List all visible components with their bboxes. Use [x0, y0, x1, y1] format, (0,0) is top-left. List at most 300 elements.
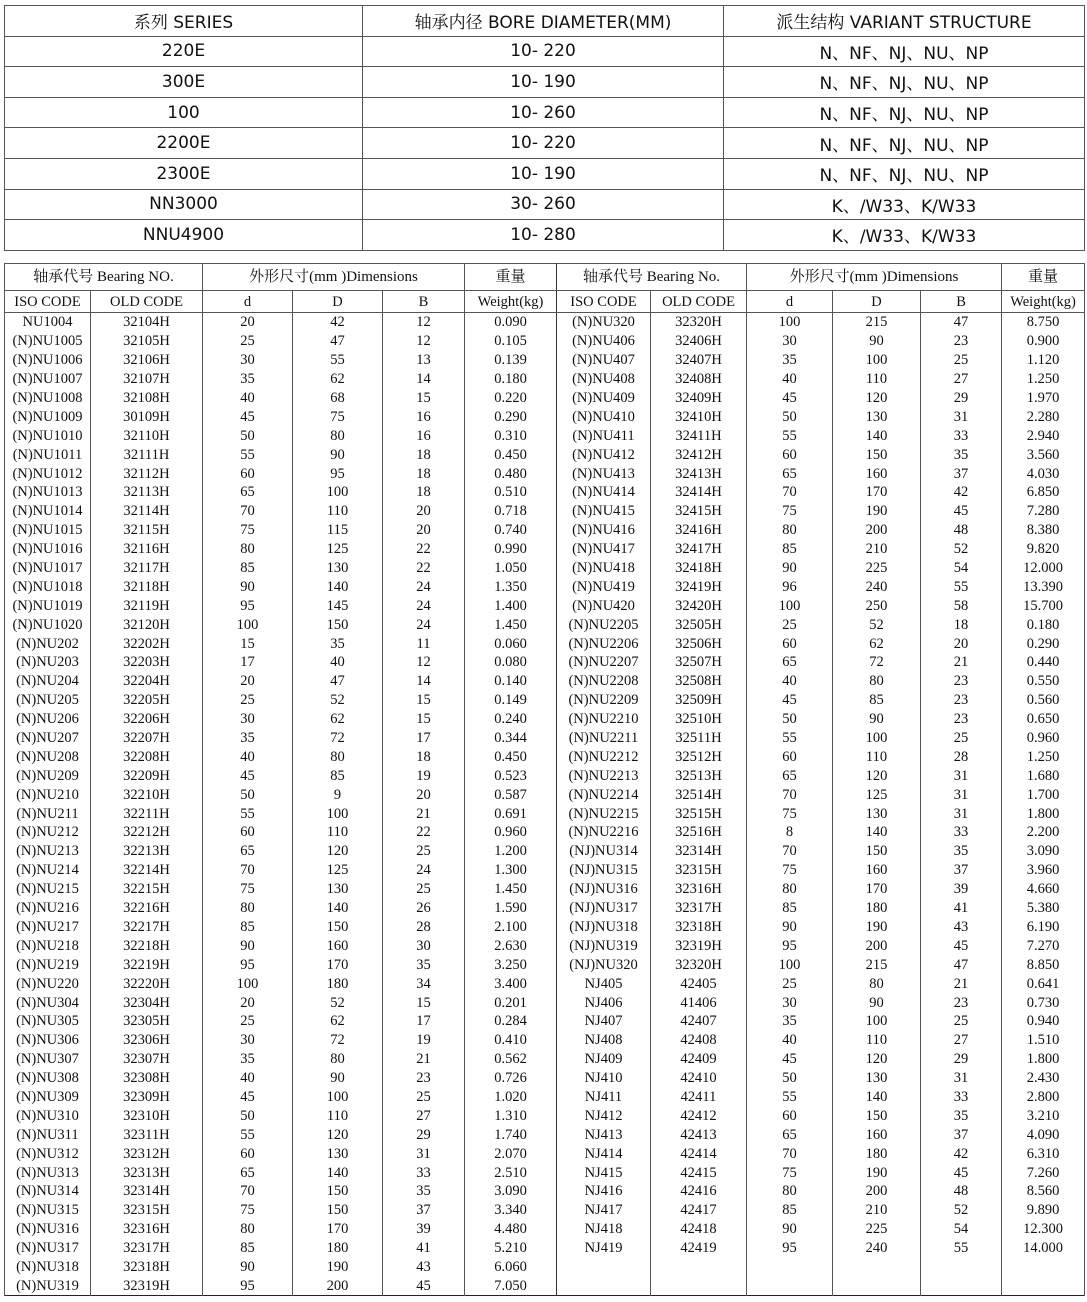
right-b-cell: 41: [921, 899, 1002, 918]
right-old-code-cell: 32417H: [651, 540, 747, 559]
right-b-cell: 21: [921, 653, 1002, 672]
right-iso-code-cell: NJ418: [557, 1220, 651, 1239]
left-d-cell: 45: [203, 1088, 293, 1107]
right-old-code-cell: 32409H: [651, 389, 747, 408]
right-iso-code-cell: NJ417: [557, 1201, 651, 1220]
right-b-cell: 35: [921, 445, 1002, 464]
right-iso-code-cell: NJ414: [557, 1144, 651, 1163]
left-iso-code-cell: (N)NU1019: [5, 596, 91, 615]
right-d-cell: [747, 1276, 833, 1295]
left-old-code-cell: 32206H: [91, 710, 203, 729]
left-weight-cell: 1.350: [465, 577, 557, 596]
left-outer-d-cell: 90: [293, 445, 383, 464]
spec-row: [5, 1012, 1085, 1031]
left-weight-cell: 0.201: [465, 993, 557, 1012]
left-weight-cell: 0.149: [465, 691, 557, 710]
left-iso-code-cell: (N)NU210: [5, 785, 91, 804]
right-d-cell: 50: [747, 1069, 833, 1088]
series-row: [5, 67, 1085, 98]
right-outer-d-cell: 190: [833, 502, 921, 521]
variant-structure-header: 派生结构 VARIANT STRUCTURE: [724, 6, 1085, 37]
series-row: [5, 158, 1085, 189]
left-outer-d-cell: 72: [293, 1031, 383, 1050]
right-iso-code-cell: (NJ)NU317: [557, 899, 651, 918]
spec-row: [5, 842, 1085, 861]
right-weight-cell: 9.820: [1002, 540, 1085, 559]
right-weight-cell: 0.730: [1002, 993, 1085, 1012]
right-weight-cell: 8.560: [1002, 1182, 1085, 1201]
left-old-code-header: OLD CODE: [91, 291, 203, 313]
right-iso-code-cell: (N)NU2211: [557, 729, 651, 748]
left-d-cell: 80: [203, 1220, 293, 1239]
left-old-code-cell: 32307H: [91, 1050, 203, 1069]
right-weight-cell: [1002, 1258, 1085, 1277]
right-old-code-cell: 32406H: [651, 332, 747, 351]
left-weight-cell: 0.450: [465, 747, 557, 766]
left-b-cell: 15: [383, 389, 465, 408]
right-old-code-cell: 32509H: [651, 691, 747, 710]
right-weight-cell: 1.250: [1002, 747, 1085, 766]
right-b-cell: 20: [921, 634, 1002, 653]
left-outer-d-cell: 150: [293, 1182, 383, 1201]
left-weight-cell: 0.990: [465, 540, 557, 559]
right-d-cell: 60: [747, 634, 833, 653]
left-d-cell: 50: [203, 785, 293, 804]
left-iso-code-cell: (N)NU205: [5, 691, 91, 710]
right-iso-code-cell: (N)NU415: [557, 502, 651, 521]
left-outer-d-cell: 100: [293, 483, 383, 502]
left-old-code-cell: 32118H: [91, 577, 203, 596]
left-d-cell: 65: [203, 842, 293, 861]
right-outer-d-cell: 170: [833, 483, 921, 502]
left-outer-d-cell: 140: [293, 899, 383, 918]
right-d-cell: 25: [747, 974, 833, 993]
left-old-code-cell: 32310H: [91, 1106, 203, 1125]
spec-row: [5, 974, 1085, 993]
right-outer-d-cell: 110: [833, 1031, 921, 1050]
left-old-code-cell: 32210H: [91, 785, 203, 804]
right-iso-code-cell: (N)NU414: [557, 483, 651, 502]
right-d-cell: 45: [747, 1050, 833, 1069]
right-weight-cell: 13.390: [1002, 577, 1085, 596]
right-outer-d-cell: 100: [833, 351, 921, 370]
series-cell: 100: [5, 97, 363, 128]
right-d-cell: 65: [747, 766, 833, 785]
right-outer-d-cell: [833, 1258, 921, 1277]
spec-row: [5, 729, 1085, 748]
left-iso-code-cell: (N)NU1005: [5, 332, 91, 351]
right-weight-cell: 4.030: [1002, 464, 1085, 483]
spec-row: [5, 1182, 1085, 1201]
right-outer-d-cell: 130: [833, 804, 921, 823]
right-outer-d-cell: 190: [833, 1163, 921, 1182]
right-old-code-cell: 32505H: [651, 615, 747, 634]
right-d-cell: 35: [747, 351, 833, 370]
left-weight-cell: 1.050: [465, 559, 557, 578]
right-old-code-cell: 42415: [651, 1163, 747, 1182]
right-b-cell: 25: [921, 1012, 1002, 1031]
left-outer-d-cell: 55: [293, 351, 383, 370]
right-d-cell: 100: [747, 313, 833, 332]
right-b-cell: 37: [921, 861, 1002, 880]
right-outer-d-cell: 120: [833, 1050, 921, 1069]
right-outer-d-cell: 72: [833, 653, 921, 672]
left-old-code-cell: 32318H: [91, 1258, 203, 1277]
left-d-cell: 50: [203, 426, 293, 445]
right-b-cell: 25: [921, 729, 1002, 748]
right-iso-code-cell: (N)NU409: [557, 389, 651, 408]
left-weight-cell: 3.340: [465, 1201, 557, 1220]
spec-row: [5, 407, 1085, 426]
left-old-code-cell: 32304H: [91, 993, 203, 1012]
left-b-cell: 18: [383, 483, 465, 502]
left-weight-cell: 2.510: [465, 1163, 557, 1182]
right-weight-cell: 1.800: [1002, 1050, 1085, 1069]
left-outer-d-cell: 68: [293, 389, 383, 408]
right-d-cell: 90: [747, 1220, 833, 1239]
right-weight-cell: 3.210: [1002, 1106, 1085, 1125]
left-old-code-cell: 32311H: [91, 1125, 203, 1144]
spec-row: [5, 634, 1085, 653]
left-d-cell: 70: [203, 861, 293, 880]
right-d-cell: 80: [747, 521, 833, 540]
right-outer-d-cell: 62: [833, 634, 921, 653]
right-d-cell: 85: [747, 899, 833, 918]
left-outer-d-cell: 140: [293, 577, 383, 596]
right-b-cell: 35: [921, 1106, 1002, 1125]
left-weight-cell: 0.284: [465, 1012, 557, 1031]
right-d-cell: 65: [747, 1125, 833, 1144]
left-d-cell: 25: [203, 332, 293, 351]
left-b-cell: 17: [383, 729, 465, 748]
right-old-code-cell: 32512H: [651, 747, 747, 766]
right-iso-code-cell: (N)NU418: [557, 559, 651, 578]
left-weight-cell: 2.070: [465, 1144, 557, 1163]
left-weight-cell: 3.250: [465, 955, 557, 974]
spec-row: [5, 502, 1085, 521]
left-d-cell: 20: [203, 672, 293, 691]
left-old-code-cell: 32207H: [91, 729, 203, 748]
left-iso-code-cell: (N)NU316: [5, 1220, 91, 1239]
right-b-cell: 37: [921, 464, 1002, 483]
left-d-cell: 55: [203, 1125, 293, 1144]
right-weight-cell: [1002, 1276, 1085, 1295]
right-d-cell: 85: [747, 1201, 833, 1220]
right-outer-d-cell: 100: [833, 1012, 921, 1031]
left-outer-d-cell: 42: [293, 313, 383, 332]
spec-row: [5, 577, 1085, 596]
left-outer-d-cell: 62: [293, 710, 383, 729]
left-b-cell: 18: [383, 464, 465, 483]
left-d-cell: 30: [203, 710, 293, 729]
right-d-cell: 55: [747, 729, 833, 748]
right-outer-d-cell: 190: [833, 918, 921, 937]
right-b-cell: 31: [921, 1069, 1002, 1088]
right-old-code-cell: [651, 1276, 747, 1295]
spec-row: [5, 691, 1085, 710]
spec-row: [5, 351, 1085, 370]
right-outer-d-cell: 80: [833, 974, 921, 993]
right-weight-cell: 7.260: [1002, 1163, 1085, 1182]
left-b-cell: 20: [383, 502, 465, 521]
right-d-cell: 75: [747, 1163, 833, 1182]
left-iso-code-cell: (N)NU219: [5, 955, 91, 974]
left-b-cell: 37: [383, 1201, 465, 1220]
left-outer-d-cell: 95: [293, 464, 383, 483]
left-outer-d-cell: 110: [293, 502, 383, 521]
left-old-code-cell: 30109H: [91, 407, 203, 426]
right-old-code-cell: [651, 1258, 747, 1277]
right-d-cell: 55: [747, 1088, 833, 1107]
right-weight-cell: 8.380: [1002, 521, 1085, 540]
spec-row: [5, 918, 1085, 937]
left-outer-d-cell: 110: [293, 1106, 383, 1125]
left-outer-d-cell: 170: [293, 955, 383, 974]
right-weight-cell: 2.280: [1002, 407, 1085, 426]
left-iso-code-cell: (N)NU213: [5, 842, 91, 861]
spec-row: [5, 521, 1085, 540]
right-old-code-cell: 32415H: [651, 502, 747, 521]
left-d-header: d: [203, 291, 293, 313]
left-old-code-cell: 32215H: [91, 880, 203, 899]
left-iso-code-cell: (N)NU1011: [5, 445, 91, 464]
left-weight-cell: 1.300: [465, 861, 557, 880]
right-outer-d-cell: 80: [833, 672, 921, 691]
spec-row: [5, 615, 1085, 634]
right-weight-cell: 1.970: [1002, 389, 1085, 408]
right-iso-code-cell: (N)NU413: [557, 464, 651, 483]
left-iso-code-cell: (N)NU1014: [5, 502, 91, 521]
right-outer-d-cell: 150: [833, 842, 921, 861]
right-iso-code-cell: (N)NU2215: [557, 804, 651, 823]
right-b-cell: 29: [921, 1050, 1002, 1069]
right-old-code-cell: 32317H: [651, 899, 747, 918]
left-iso-code-cell: (N)NU312: [5, 1144, 91, 1163]
right-old-code-cell: 42419: [651, 1239, 747, 1258]
right-b-cell: 27: [921, 370, 1002, 389]
right-old-code-cell: 32410H: [651, 407, 747, 426]
right-old-code-cell: 42412: [651, 1106, 747, 1125]
left-iso-code-cell: (N)NU1009: [5, 407, 91, 426]
left-outer-d-cell: 150: [293, 615, 383, 634]
right-weight-cell: 1.680: [1002, 766, 1085, 785]
left-b-cell: 21: [383, 1050, 465, 1069]
spec-row: [5, 1163, 1085, 1182]
bore-diameter-cell: 10- 260: [363, 97, 724, 128]
right-iso-code-cell: (N)NU419: [557, 577, 651, 596]
left-d-cell: 75: [203, 521, 293, 540]
left-old-code-cell: 32203H: [91, 653, 203, 672]
spec-row: [5, 1031, 1085, 1050]
left-iso-code-cell: (N)NU212: [5, 823, 91, 842]
left-outer-d-cell: 150: [293, 918, 383, 937]
right-old-code-cell: 32411H: [651, 426, 747, 445]
left-iso-code-cell: (N)NU1012: [5, 464, 91, 483]
spec-row: [5, 747, 1085, 766]
left-weight-cell: 0.220: [465, 389, 557, 408]
spec-row: [5, 426, 1085, 445]
right-old-code-cell: 32419H: [651, 577, 747, 596]
right-d-cell: 90: [747, 559, 833, 578]
left-old-code-cell: 32319H: [91, 1276, 203, 1295]
bearing-spec-table: [4, 263, 1085, 1296]
left-old-code-cell: 32120H: [91, 615, 203, 634]
right-old-code-cell: 32413H: [651, 464, 747, 483]
right-d-cell: 45: [747, 691, 833, 710]
right-b-cell: 31: [921, 785, 1002, 804]
left-iso-code-header: ISO CODE: [5, 291, 91, 313]
left-iso-code-cell: (N)NU1007: [5, 370, 91, 389]
left-old-code-cell: 32218H: [91, 936, 203, 955]
left-weight-cell: 3.090: [465, 1182, 557, 1201]
left-b-cell: 19: [383, 1031, 465, 1050]
left-outer-d-cell: 140: [293, 1163, 383, 1182]
left-outer-d-cell: 110: [293, 823, 383, 842]
right-b-cell: 52: [921, 540, 1002, 559]
left-d-cell: 60: [203, 823, 293, 842]
bore-diameter-cell: 10- 220: [363, 36, 724, 67]
right-weight-cell: 0.960: [1002, 729, 1085, 748]
left-outer-d-cell: 180: [293, 1239, 383, 1258]
left-old-code-cell: 32205H: [91, 691, 203, 710]
left-outer-d-cell: 80: [293, 747, 383, 766]
right-b-header: B: [921, 291, 1002, 313]
right-outer-d-cell: 240: [833, 1239, 921, 1258]
right-d-cell: 70: [747, 842, 833, 861]
left-old-code-cell: 32220H: [91, 974, 203, 993]
left-iso-code-cell: (N)NU1020: [5, 615, 91, 634]
left-d-cell: 100: [203, 974, 293, 993]
right-old-code-cell: 32420H: [651, 596, 747, 615]
left-outer-d-cell: 190: [293, 1258, 383, 1277]
left-weight-cell: 0.310: [465, 426, 557, 445]
left-weight-cell: 0.718: [465, 502, 557, 521]
left-b-cell: 17: [383, 1012, 465, 1031]
bore-diameter-cell: 30- 260: [363, 189, 724, 220]
right-iso-code-cell: (N)NU411: [557, 426, 651, 445]
series-cell: 2300E: [5, 158, 363, 189]
right-outer-d-cell: 210: [833, 1201, 921, 1220]
right-iso-code-cell: (N)NU320: [557, 313, 651, 332]
left-outer-d-cell: 47: [293, 672, 383, 691]
left-weight-cell: 0.139: [465, 351, 557, 370]
right-b-cell: 33: [921, 823, 1002, 842]
left-old-code-cell: 32105H: [91, 332, 203, 351]
left-outer-d-cell: 35: [293, 634, 383, 653]
left-outer-d-cell: 80: [293, 426, 383, 445]
right-old-code-cell: 32320H: [651, 955, 747, 974]
left-iso-code-cell: (N)NU1017: [5, 559, 91, 578]
right-d-cell: 80: [747, 1182, 833, 1201]
left-weight-cell: 0.562: [465, 1050, 557, 1069]
left-iso-code-cell: (N)NU317: [5, 1239, 91, 1258]
left-dimensions-header: 外形尺寸(mm )Dimensions: [203, 264, 465, 291]
left-old-code-cell: 32117H: [91, 559, 203, 578]
variant-structure-cell: N、NF、NJ、NU、NP: [724, 36, 1085, 67]
right-iso-code-cell: (NJ)NU316: [557, 880, 651, 899]
series-row: [5, 36, 1085, 67]
left-outer-d-cell: 85: [293, 766, 383, 785]
right-old-code-cell: 32514H: [651, 785, 747, 804]
right-d-cell: 75: [747, 502, 833, 521]
left-d-cell: 40: [203, 747, 293, 766]
right-iso-code-cell: (N)NU2214: [557, 785, 651, 804]
spec-row: [5, 672, 1085, 691]
left-outer-d-cell: 52: [293, 691, 383, 710]
right-weight-cell: 12.300: [1002, 1220, 1085, 1239]
right-weight-cell: 0.641: [1002, 974, 1085, 993]
left-old-code-cell: 32208H: [91, 747, 203, 766]
right-d-cell: 70: [747, 1144, 833, 1163]
right-b-cell: 47: [921, 313, 1002, 332]
right-iso-code-cell: NJ412: [557, 1106, 651, 1125]
left-weight-cell: 0.587: [465, 785, 557, 804]
bore-diameter-cell: 10- 190: [363, 67, 724, 98]
left-old-code-cell: 32112H: [91, 464, 203, 483]
right-iso-code-cell: [557, 1276, 651, 1295]
right-outer-d-cell: 90: [833, 993, 921, 1012]
left-outer-d-cell: 100: [293, 1088, 383, 1107]
right-b-cell: 18: [921, 615, 1002, 634]
right-iso-code-cell: NJ407: [557, 1012, 651, 1031]
left-weight-cell: 0.060: [465, 634, 557, 653]
left-b-cell: 33: [383, 1163, 465, 1182]
right-d-cell: 75: [747, 804, 833, 823]
left-d-cell: 30: [203, 351, 293, 370]
left-outer-d-cell: 125: [293, 861, 383, 880]
right-weight-cell: 12.000: [1002, 559, 1085, 578]
left-b-cell: 22: [383, 823, 465, 842]
right-iso-code-cell: (N)NU406: [557, 332, 651, 351]
left-d-cell: 90: [203, 1258, 293, 1277]
left-d-cell: 30: [203, 1031, 293, 1050]
left-b-cell: 20: [383, 521, 465, 540]
left-old-code-cell: 32115H: [91, 521, 203, 540]
right-weight-cell: 15.700: [1002, 596, 1085, 615]
left-iso-code-cell: (N)NU1013: [5, 483, 91, 502]
right-b-cell: 54: [921, 1220, 1002, 1239]
right-iso-code-cell: (N)NU2210: [557, 710, 651, 729]
left-iso-code-cell: (N)NU220: [5, 974, 91, 993]
right-weight-cell: 0.560: [1002, 691, 1085, 710]
left-d-cell: 100: [203, 615, 293, 634]
left-weight-cell: 0.510: [465, 483, 557, 502]
left-d-cell: 35: [203, 370, 293, 389]
right-iso-code-cell: (N)NU2213: [557, 766, 651, 785]
left-old-code-cell: 32212H: [91, 823, 203, 842]
right-outer-d-cell: 215: [833, 955, 921, 974]
right-b-cell: [921, 1258, 1002, 1277]
right-d-cell: 100: [747, 955, 833, 974]
right-d-cell: 90: [747, 918, 833, 937]
left-d-cell: 75: [203, 1201, 293, 1220]
right-b-cell: 45: [921, 502, 1002, 521]
left-b-cell: 13: [383, 351, 465, 370]
right-old-code-cell: 41406: [651, 993, 747, 1012]
spec-row: [5, 332, 1085, 351]
left-iso-code-cell: (N)NU217: [5, 918, 91, 937]
spec-row: [5, 1050, 1085, 1069]
right-iso-code-cell: NJ411: [557, 1088, 651, 1107]
right-weight-cell: 14.000: [1002, 1239, 1085, 1258]
right-outer-d-cell: 140: [833, 1088, 921, 1107]
left-d-cell: 90: [203, 936, 293, 955]
left-outer-d-cell: 150: [293, 1201, 383, 1220]
left-iso-code-cell: (N)NU214: [5, 861, 91, 880]
right-weight-cell: 3.960: [1002, 861, 1085, 880]
right-old-code-cell: 32412H: [651, 445, 747, 464]
right-iso-code-cell: (N)NU408: [557, 370, 651, 389]
